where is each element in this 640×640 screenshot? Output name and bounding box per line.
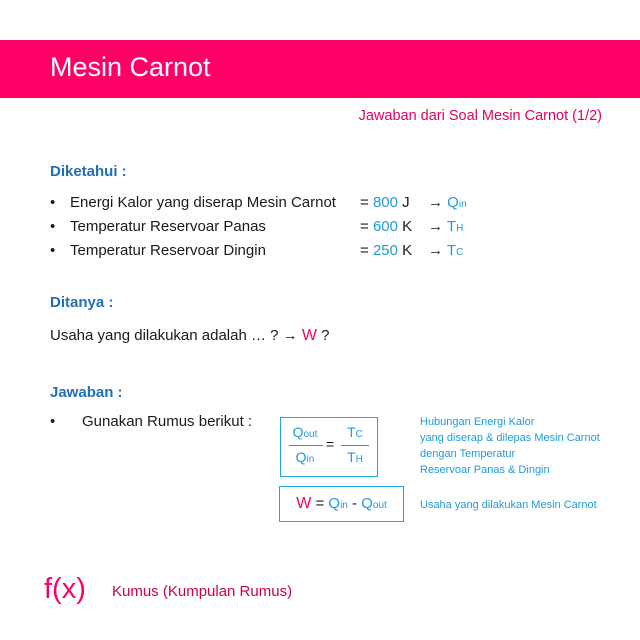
answer-heading: Jawaban : [50,384,123,401]
t-h: TH [347,449,363,465]
fx-logo: f(x) [44,573,86,605]
question-mark: ? [321,327,330,344]
fraction-line [341,445,369,446]
equals-sign: = [326,436,335,452]
bullet: • [50,194,56,211]
q-out: Qout [361,495,387,512]
header-bar [0,40,640,98]
formula-work-box: W = Qin - Qout [279,486,404,522]
t-c: TC [347,424,363,440]
asked-heading: Ditanya : [50,294,114,311]
fraction-line [289,445,323,446]
known-label: Temperatur Reservoar Panas [70,218,266,235]
known-label: Energi Kalor yang diserap Mesin Carnot [70,194,336,211]
bullet: • [50,218,56,235]
known-symbol: → TC [428,242,464,259]
asked-question [50,327,329,345]
answer-instruction [50,413,253,430]
formula-ratio-note: Hubungan Energi Kalor yang diserap & dilepas Mesin Carnot dengan Temperatur Reservoar Panas & Dingin [420,416,600,476]
known-value: = 800 J [360,194,410,211]
known-symbol: → Qin [428,194,467,211]
known-value: = 600 K [360,218,413,235]
bullet: • [50,242,56,259]
work-symbol: W [301,327,317,344]
known-symbol: → TH [428,218,464,235]
page-title: Mesin Carnot [50,52,211,82]
known-value: = 250 K [360,242,413,259]
q-out: Qout [292,424,318,440]
arrow-icon: → [282,327,298,344]
instruction-text: Gunakan Rumus berikut : [82,413,253,430]
known-heading: Diketahui : [50,163,127,180]
bullet: • [50,413,56,430]
formula-ratio-box [280,417,378,477]
q-in: Qin [328,495,348,512]
known-label: Temperatur Reservoar Dingin [70,242,266,259]
footer-brand: Kumus (Kumpulan Rumus) [112,583,293,600]
asked-text: Usaha yang dilakukan adalah … ? [50,327,279,344]
q-in: Qin [295,449,315,465]
formula-work-note: Usaha yang dilakukan Mesin Carnot [420,499,597,511]
work-symbol: W [296,495,312,512]
page-subtitle: Jawaban dari Soal Mesin Carnot (1/2) [358,108,602,124]
